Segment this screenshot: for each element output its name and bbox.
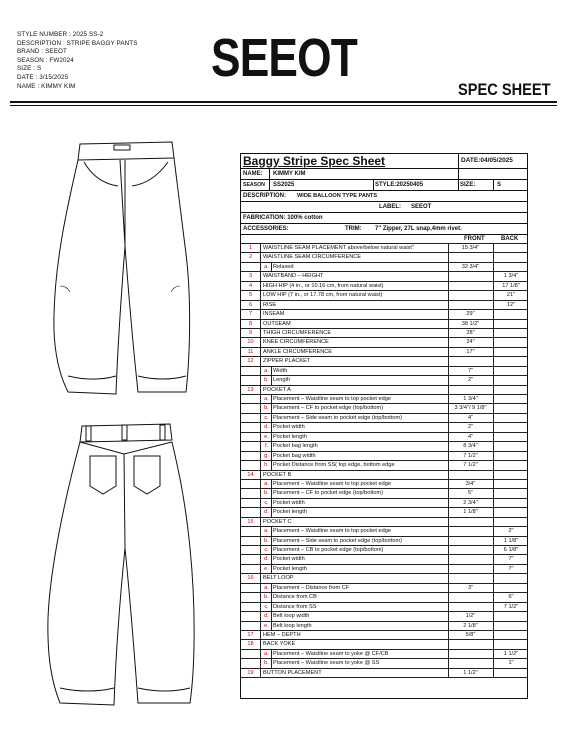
spec-sheet-heading: SPEC SHEET xyxy=(458,80,551,99)
measurement-row xyxy=(241,376,527,385)
brand: BRAND : SEEOT xyxy=(17,48,67,56)
sub-point-letter: d. xyxy=(262,423,272,431)
sub-point-letter: a. xyxy=(262,650,272,658)
back-value: 7" xyxy=(508,556,514,563)
spec-table-date: DATE:04/05/2025 xyxy=(458,154,513,168)
point-description: Length xyxy=(273,377,291,384)
season-value: SS2025 xyxy=(273,182,295,188)
front-value: 2 3/4" xyxy=(463,499,478,506)
point-description: THIGH CIRCUMFERENCE xyxy=(263,329,332,336)
designer-name: NAME : KIMMY KIM xyxy=(17,82,76,90)
point-description: ZIPPER PLACKET xyxy=(263,358,311,365)
measurement-row xyxy=(241,338,527,347)
point-description: Relaxed xyxy=(273,263,294,270)
season-label: SEASON xyxy=(243,182,265,188)
front-value: 38 1/2" xyxy=(461,320,480,327)
measurement-row xyxy=(241,555,527,564)
measurement-row xyxy=(241,518,527,527)
measurement-row xyxy=(241,669,527,678)
sub-point-letter: b. xyxy=(262,404,272,412)
trim-value: 7" Zipper, 27L snap,4mm rivet. xyxy=(375,226,462,232)
point-number xyxy=(241,659,261,667)
measurement-rows xyxy=(241,244,527,678)
back-value: 1 1/2" xyxy=(503,650,519,657)
sub-point-letter: b. xyxy=(262,537,272,545)
measurement-row xyxy=(241,320,527,329)
size: SIZE : S xyxy=(17,65,42,73)
point-description: WAISTLINE SEAM CIRCUMFERENCE xyxy=(263,254,362,261)
point-number xyxy=(241,263,261,271)
accessories-row xyxy=(241,224,527,235)
front-value: 5" xyxy=(467,490,474,497)
sub-point-letter: c. xyxy=(262,414,272,422)
point-description: Pocket length xyxy=(273,509,307,516)
measurement-row xyxy=(241,263,527,272)
spec-table xyxy=(240,153,528,699)
label-value: SEEOT xyxy=(411,204,432,210)
front-header: FRONT xyxy=(464,236,485,242)
measurement-row xyxy=(241,612,527,621)
front-value: 1/2" xyxy=(465,613,476,620)
back-value: 2" xyxy=(508,528,514,535)
season-row xyxy=(241,180,527,191)
measurement-row xyxy=(241,442,527,451)
point-number: 9 xyxy=(241,329,261,337)
measurement-row xyxy=(241,291,527,300)
point-number xyxy=(241,527,261,535)
point-number xyxy=(241,546,261,554)
point-description: Placement – CB to pocket edge (top/bottom) xyxy=(273,547,384,553)
description: DESCRIPTION : STRIPE BAGGY PANTS xyxy=(17,39,138,47)
measurement-row xyxy=(241,367,527,376)
fabrication: FABRICATION: 100% cotton xyxy=(243,215,323,221)
point-number xyxy=(241,461,261,469)
measurement-row xyxy=(241,640,527,649)
point-description: Belt loop width xyxy=(273,613,310,620)
measurement-row xyxy=(241,301,527,310)
measurement-row xyxy=(241,537,527,546)
point-number xyxy=(241,367,261,375)
measurement-row xyxy=(241,499,527,508)
point-number xyxy=(241,414,261,422)
point-description: HIGH HIP (4 in., or 10.16 cm, from natural waist) xyxy=(263,282,384,289)
measurement-row xyxy=(241,329,527,338)
point-number xyxy=(241,622,261,630)
measurement-row xyxy=(241,574,527,583)
point-description: BUTTON PLACEMENT xyxy=(263,669,322,676)
point-number: 10 xyxy=(241,338,261,346)
point-description: Distance from SS xyxy=(273,603,317,610)
front-value: 7 1/2" xyxy=(463,452,478,459)
back-value: 12" xyxy=(506,301,516,308)
front-pants-sketch xyxy=(30,136,205,401)
measurement-row xyxy=(241,282,527,291)
trim-label: TRIM: xyxy=(345,226,362,232)
back-value: 1 1/8" xyxy=(503,537,519,544)
sub-point-letter: a. xyxy=(262,263,272,271)
point-number: 4 xyxy=(241,282,261,290)
sub-point-letter: h. xyxy=(262,461,272,469)
measurement-row xyxy=(241,244,527,253)
measurement-row xyxy=(241,348,527,357)
measurement-row xyxy=(241,433,527,442)
front-value: 8 3/4" xyxy=(463,443,478,450)
front-value: 3/4" xyxy=(465,480,476,487)
back-value: 7 1/2" xyxy=(503,603,519,610)
point-number: 7 xyxy=(241,310,261,318)
point-description: Placement – Waistline seam to top pocket edge xyxy=(273,396,391,402)
sub-point-letter: g. xyxy=(262,452,272,460)
front-value: 5/8" xyxy=(465,631,476,638)
point-number xyxy=(241,537,261,545)
point-number xyxy=(241,508,261,516)
point-description: Placement – CF to pocket edge (top/bottom) xyxy=(273,490,384,497)
sub-point-letter: d. xyxy=(262,555,272,563)
point-number: 16 xyxy=(241,574,261,582)
point-description: LOW HIP (7 in., or 17.78 cm, from natural waist) xyxy=(263,292,383,299)
front-value: 4" xyxy=(467,414,474,421)
sub-point-letter: c. xyxy=(262,546,272,554)
sub-point-letter: b. xyxy=(262,593,272,601)
back-value: 6 1/8" xyxy=(503,547,519,553)
point-description: Pocket width xyxy=(273,424,305,431)
style-value: STYLE:20250405 xyxy=(375,182,424,188)
front-value: 29" xyxy=(466,311,475,318)
description-value: WIDE BALLOON TYPE PANTS xyxy=(297,193,378,199)
accessories-label: ACCESSORIES: xyxy=(243,226,289,232)
sub-point-letter: e. xyxy=(262,565,272,573)
measurement-row xyxy=(241,546,527,555)
front-value: 2 1/8" xyxy=(463,622,478,629)
point-description: Pocket length xyxy=(273,565,307,572)
fabrication-row xyxy=(241,213,527,224)
name-label: NAME: xyxy=(243,171,263,177)
point-description: RISE xyxy=(263,301,277,308)
sub-point-letter: e. xyxy=(262,622,272,630)
sub-point-letter: a. xyxy=(262,584,272,592)
sub-point-letter: c. xyxy=(262,499,272,507)
measurement-row xyxy=(241,622,527,631)
measurement-row xyxy=(241,395,527,404)
measurement-row xyxy=(241,253,527,262)
point-number xyxy=(241,452,261,460)
point-description: OUTSEAM xyxy=(263,320,291,327)
point-description: Pocket Distance from SS( top edge, bottom edge xyxy=(273,462,395,469)
measurement-row xyxy=(241,584,527,593)
point-number xyxy=(241,612,261,620)
front-value: 15 3/4" xyxy=(461,245,480,251)
measurement-row xyxy=(241,659,527,668)
point-description: WAISTBAND – HEIGHT xyxy=(263,273,324,280)
point-number xyxy=(241,489,261,497)
sub-point-letter: a. xyxy=(262,527,272,535)
point-number xyxy=(241,584,261,592)
back-value: 6" xyxy=(508,594,514,601)
point-description: Pocket width xyxy=(273,499,305,506)
back-value: 7" xyxy=(508,565,514,572)
measurement-row xyxy=(241,404,527,413)
label-row xyxy=(241,202,527,213)
point-number xyxy=(241,593,261,601)
point-description: Placement – Side seam to pocket edge (top/bottom) xyxy=(273,414,403,421)
point-number: 14 xyxy=(241,471,261,479)
point-number xyxy=(241,442,261,450)
point-description: HEM – DEPTH xyxy=(263,631,301,638)
measurement-row xyxy=(241,650,527,659)
measurement-row xyxy=(241,480,527,489)
point-number: 6 xyxy=(241,301,261,309)
sub-point-letter: b. xyxy=(262,489,272,497)
point-number: 3 xyxy=(241,272,261,280)
style-info-block xyxy=(17,31,138,91)
header-divider-bottom xyxy=(10,105,557,106)
sub-point-letter: c. xyxy=(262,603,272,611)
sub-point-letter: a. xyxy=(262,480,272,488)
point-number: 19 xyxy=(241,669,261,677)
front-value: 24" xyxy=(466,339,475,346)
season: SEASON : FW2024 xyxy=(17,56,74,64)
measurement-row xyxy=(241,452,527,461)
point-number: 11 xyxy=(241,348,261,356)
measurement-row xyxy=(241,631,527,640)
sub-point-letter: a. xyxy=(262,367,272,375)
sub-point-letter: d. xyxy=(262,612,272,620)
point-description: POCKET A xyxy=(263,386,291,393)
point-number xyxy=(241,376,261,384)
point-number: 2 xyxy=(241,253,261,261)
measurement-row xyxy=(241,386,527,395)
measurement-row xyxy=(241,489,527,498)
front-value: 32 3/4" xyxy=(461,263,480,270)
point-description: Pocket bag width xyxy=(273,452,316,459)
point-description: Pocket bag length xyxy=(273,443,318,450)
front-value: 4" xyxy=(467,433,474,440)
measurement-row xyxy=(241,527,527,536)
point-number xyxy=(241,555,261,563)
label-label: LABEL: xyxy=(379,204,401,210)
point-number xyxy=(241,404,261,412)
name-value: KIMMY KIM xyxy=(273,171,306,177)
size-value: S xyxy=(497,182,502,188)
back-value: 17 1/8" xyxy=(502,282,520,289)
point-number xyxy=(241,433,261,441)
measurement-row xyxy=(241,423,527,432)
front-value: 2" xyxy=(467,424,474,431)
front-value: 7" xyxy=(467,367,474,374)
point-description: Distance from CB xyxy=(273,594,317,601)
size-label: SIZE: xyxy=(460,182,476,188)
measurement-row xyxy=(241,508,527,517)
point-description: Placement – Distance from CF xyxy=(273,584,350,591)
front-value: 17" xyxy=(466,348,475,355)
back-pants-sketch xyxy=(30,418,205,713)
brand-logo: SEEOT xyxy=(211,28,357,88)
point-number xyxy=(241,499,261,507)
point-description: Belt loop length xyxy=(273,622,312,629)
sub-point-letter: d. xyxy=(262,508,272,516)
measurement-row xyxy=(241,593,527,602)
back-header: BACK xyxy=(501,236,519,242)
spec-table-title: Baggy Stripe Spec Sheet xyxy=(243,154,386,168)
point-description: BELT LOOP xyxy=(263,575,294,582)
point-description: Width xyxy=(273,367,288,374)
column-header-row xyxy=(241,235,527,244)
point-description: WAISTLINE SEAM PLACEMENT above/below natural waist" xyxy=(263,245,414,251)
point-number xyxy=(241,603,261,611)
front-value: 28" xyxy=(466,329,475,336)
sub-point-letter: e. xyxy=(262,433,272,441)
description-label: DESCRIPTION: xyxy=(243,193,287,199)
point-description: Placement – Waistline seam to yoke @ CF/CB xyxy=(273,650,389,657)
point-description: Placement – Waistline seam to top pocket edge xyxy=(273,528,391,535)
sub-point-letter: f. xyxy=(262,442,272,450)
point-number: 1 xyxy=(241,244,261,252)
measurement-row xyxy=(241,603,527,612)
point-description: Placement – Waistline seam to yoke @ SS xyxy=(273,660,380,667)
measurement-row xyxy=(241,357,527,366)
point-number xyxy=(241,395,261,403)
description-row xyxy=(241,191,527,202)
spec-table-title-row xyxy=(241,154,527,169)
point-number xyxy=(241,650,261,658)
point-number: 5 xyxy=(241,291,261,299)
measurement-row xyxy=(241,461,527,470)
back-value: 21" xyxy=(506,292,516,299)
point-description: Placement – CF to pocket edge (top/bottom) xyxy=(273,405,384,412)
front-value: 1 3/4" xyxy=(463,396,478,402)
measurement-row xyxy=(241,471,527,480)
point-description: Placement – Waistline seam to top pocket edge xyxy=(273,480,391,487)
front-value: 3 3/4"/ 9 1/8" xyxy=(454,405,487,412)
point-number: 12 xyxy=(241,357,261,365)
point-description: INSEAM xyxy=(263,311,285,318)
point-number: 15 xyxy=(241,518,261,526)
measurement-row xyxy=(241,310,527,319)
front-value: 2" xyxy=(467,377,474,384)
point-number: 18 xyxy=(241,640,261,648)
measurement-row xyxy=(241,272,527,281)
point-description: POCKET C xyxy=(263,518,292,525)
point-number: 13 xyxy=(241,386,261,394)
measurement-row xyxy=(241,414,527,423)
point-number: 17 xyxy=(241,631,261,639)
point-description: BACK YOKE xyxy=(263,641,296,648)
point-description: Pocket length xyxy=(273,433,307,440)
point-number xyxy=(241,423,261,431)
back-value: 1" xyxy=(508,660,514,667)
point-description: ANKLE CIRCUMFERENCE xyxy=(263,348,332,355)
name-row xyxy=(241,169,527,180)
sub-point-letter: b. xyxy=(262,659,272,667)
point-description: Placement – Side seam to pocket edge (top/bottom) xyxy=(273,537,403,544)
date: DATE : 3/15/2025 xyxy=(17,73,69,81)
sub-point-letter: a. xyxy=(262,395,272,403)
point-description: KNEE CIRCUMFERENCE xyxy=(263,339,329,346)
point-number: 8 xyxy=(241,320,261,328)
point-number xyxy=(241,565,261,573)
point-description: POCKET B xyxy=(263,471,292,478)
sub-point-letter: b. xyxy=(262,376,272,384)
front-value: 3" xyxy=(467,584,474,591)
header-divider-top xyxy=(10,101,557,103)
front-value: 1 1/8" xyxy=(463,509,478,516)
point-number xyxy=(241,480,261,488)
style-number: STYLE NUMBER : 2025 SS-2 xyxy=(17,31,104,38)
front-value: 7 1/2" xyxy=(463,462,478,469)
front-value: 1 1/2" xyxy=(463,669,478,676)
back-value: 1 3/4" xyxy=(503,273,519,280)
measurement-row xyxy=(241,565,527,574)
point-description: Pocket width xyxy=(273,556,305,563)
